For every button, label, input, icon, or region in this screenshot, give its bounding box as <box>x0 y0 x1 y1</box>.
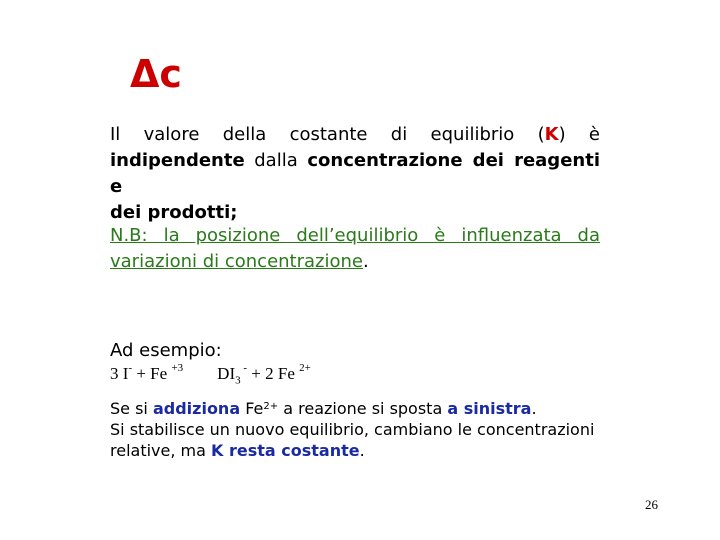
equilibrium-constant-paragraph <box>110 122 600 226</box>
text-segment: ) è <box>558 124 600 145</box>
note-line-3 <box>110 440 620 461</box>
reactant-iodide: 3 I <box>110 364 129 383</box>
paragraph-line-1 <box>110 122 600 148</box>
charge: 2+ <box>263 401 279 412</box>
text-segment: . <box>359 441 365 460</box>
text-segment: a reazione si sposta <box>278 399 448 418</box>
charge: - <box>240 362 248 374</box>
text-segment: + 2 Fe <box>247 364 300 383</box>
example-label: Ad esempio: <box>110 340 222 361</box>
keyword-concentrazione: concentrazione dei reagenti e <box>110 150 600 197</box>
nb-line-2: variazioni di concentrazione <box>110 251 363 272</box>
text-segment: Fe <box>240 399 264 418</box>
nb-note <box>110 223 600 275</box>
addition-explanation <box>110 398 620 461</box>
keyword-k-resta-costante: K resta costante <box>211 441 360 460</box>
nb-period: . <box>362 251 369 272</box>
subscript: 3 <box>235 374 241 387</box>
text-segment: dalla <box>244 150 308 171</box>
charge: +3 <box>171 362 184 374</box>
note-line-2: Si stabilisce un nuovo equilibrio, cambiano le concentrazioni <box>110 420 595 439</box>
paragraph-line-3: dei prodotti; <box>110 202 238 223</box>
charge: - <box>128 362 133 374</box>
text-segment: . <box>531 399 537 418</box>
product-triiodide: I <box>229 364 236 383</box>
text-segment: Il valore della costante di equilibrio ( <box>110 124 545 145</box>
note-line-1 <box>110 398 620 419</box>
keyword-sinistra: a sinistra <box>447 399 532 418</box>
reaction-equation <box>110 364 311 386</box>
nb-line-1: N.B: la posizione dell’equilibrio è influenzata da <box>110 225 600 246</box>
text-segment: + Fe <box>132 364 172 383</box>
slide-title: Δc <box>130 52 182 96</box>
keyword-indipendente: indipendente <box>110 150 245 171</box>
page-number: 26 <box>645 497 658 512</box>
text-segment: Se si <box>110 399 153 418</box>
text-segment: relative, ma <box>110 441 211 460</box>
paragraph-line-2 <box>110 148 600 200</box>
constant-k: K <box>544 124 559 145</box>
charge: 2+ <box>299 362 311 374</box>
keyword-addiziona: addiziona <box>152 399 241 418</box>
equilibrium-arrow-icon: D <box>217 364 230 383</box>
